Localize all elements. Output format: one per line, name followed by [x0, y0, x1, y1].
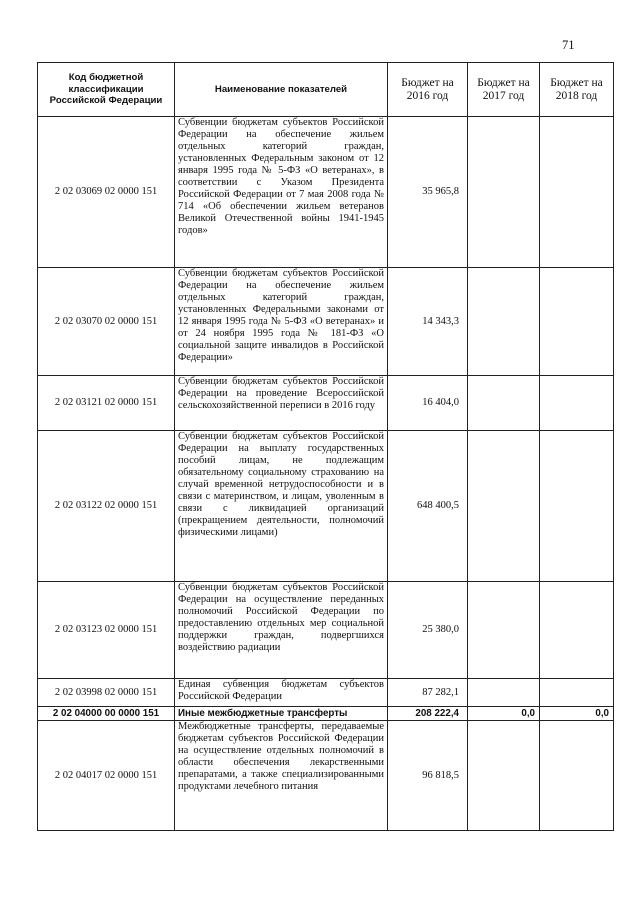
- row-code: 2 02 03123 02 0000 151: [38, 582, 175, 679]
- row-budget-2018: [540, 117, 614, 268]
- row-budget-2016: 16 404,0: [388, 376, 468, 431]
- page-number: 71: [562, 38, 575, 52]
- table-row: [38, 721, 614, 831]
- row-budget-2017: [468, 268, 540, 376]
- table-row-total: [38, 707, 614, 721]
- row-name: Межбюджетные трансферты, передаваемые бюджетам субъектов Российской Федерации на осуществление отдельных полномочий в области обеспечения лекарственными препаратами, а также специализированными продуктами лечебного питания: [175, 721, 388, 831]
- row-budget-2018: [540, 268, 614, 376]
- row-budget-2016: 35 965,8: [388, 117, 468, 268]
- row-name: Субвенции бюджетам субъектов Российской Федерации на обеспечение жильем отдельных категорий граждан, установленных Федеральными законами от 12 января 1995 года № 5-ФЗ «О ветеранах» и от 24 ноября 1995 года № 181-ФЗ «О социальной защите инвалидов в Российской Федерации»: [175, 268, 388, 376]
- row-name: Единая субвенция бюджетам субъектов Российской Федерации: [175, 679, 388, 707]
- row-budget-2018: [540, 376, 614, 431]
- row-budget-2016: 14 343,3: [388, 268, 468, 376]
- row-name: Субвенции бюджетам субъектов Российской Федерации на проведение Всероссийской сельскохозяйственной переписи в 2016 году: [175, 376, 388, 431]
- row-budget-2017: [468, 376, 540, 431]
- table-row: [38, 268, 614, 376]
- row-budget-2018: 0,0: [540, 707, 614, 721]
- row-budget-2016: 96 818,5: [388, 721, 468, 831]
- row-name: Иные межбюджетные трансферты: [175, 707, 388, 721]
- row-code: 2 02 04000 00 0000 151: [38, 707, 175, 721]
- row-budget-2018: [540, 721, 614, 831]
- row-budget-2017: 0,0: [468, 707, 540, 721]
- table-row: [38, 582, 614, 679]
- table-row: [38, 679, 614, 707]
- row-budget-2016: 87 282,1: [388, 679, 468, 707]
- row-code: 2 02 04017 02 0000 151: [38, 721, 175, 831]
- row-budget-2018: [540, 582, 614, 679]
- row-budget-2018: [540, 431, 614, 582]
- row-name: Субвенции бюджетам субъектов Российской Федерации на осуществление переданных полномочий Российской Федерации по предоставлению отдельных мер социальной поддержки граждан, подвергшихся воздействию радиации: [175, 582, 388, 679]
- header-budget-2016: Бюджет на 2016 год: [388, 63, 468, 117]
- row-budget-2016: 648 400,5: [388, 431, 468, 582]
- header-budget-2018: Бюджет на 2018 год: [540, 63, 614, 117]
- row-name: Субвенции бюджетам субъектов Российской Федерации на обеспечение жильем отдельных категорий граждан, установленных Федеральным законом от 12 января 1995 года № 5-ФЗ «О ветеранах», в соответствии с Указом Президента Российской Федерации от 7 мая 2008 года № 714 «Об обеспечении жильем ветеранов Великой Отечественной войны 1941-1945 годов»: [175, 117, 388, 268]
- header-name: Наименование показателей: [175, 63, 388, 117]
- row-budget-2017: [468, 582, 540, 679]
- table-header-row: [38, 63, 614, 117]
- row-budget-2018: [540, 679, 614, 707]
- row-budget-2016: 208 222,4: [388, 707, 468, 721]
- row-budget-2017: [468, 117, 540, 268]
- table-row: [38, 431, 614, 582]
- row-budget-2017: [468, 721, 540, 831]
- row-code: 2 02 03070 02 0000 151: [38, 268, 175, 376]
- table-row: [38, 117, 614, 268]
- header-code: Код бюджетной классификации Российской Федерации: [38, 63, 175, 117]
- row-code: 2 02 03122 02 0000 151: [38, 431, 175, 582]
- row-budget-2017: [468, 431, 540, 582]
- row-budget-2017: [468, 679, 540, 707]
- row-code: 2 02 03121 02 0000 151: [38, 376, 175, 431]
- row-code: 2 02 03069 02 0000 151: [38, 117, 175, 268]
- row-budget-2016: 25 380,0: [388, 582, 468, 679]
- row-code: 2 02 03998 02 0000 151: [38, 679, 175, 707]
- budget-table: [37, 62, 614, 831]
- table-row: [38, 376, 614, 431]
- row-name: Субвенции бюджетам субъектов Российской Федерации на выплату государственных пособий лицам, не подлежащим обязательному социальному страхованию на случай временной нетрудоспособности и в связи с материнством, и лицам, уволенным в связи с ликвидацией организаций (прекращением деятельности, полномочий физическими лицами): [175, 431, 388, 582]
- header-budget-2017: Бюджет на 2017 год: [468, 63, 540, 117]
